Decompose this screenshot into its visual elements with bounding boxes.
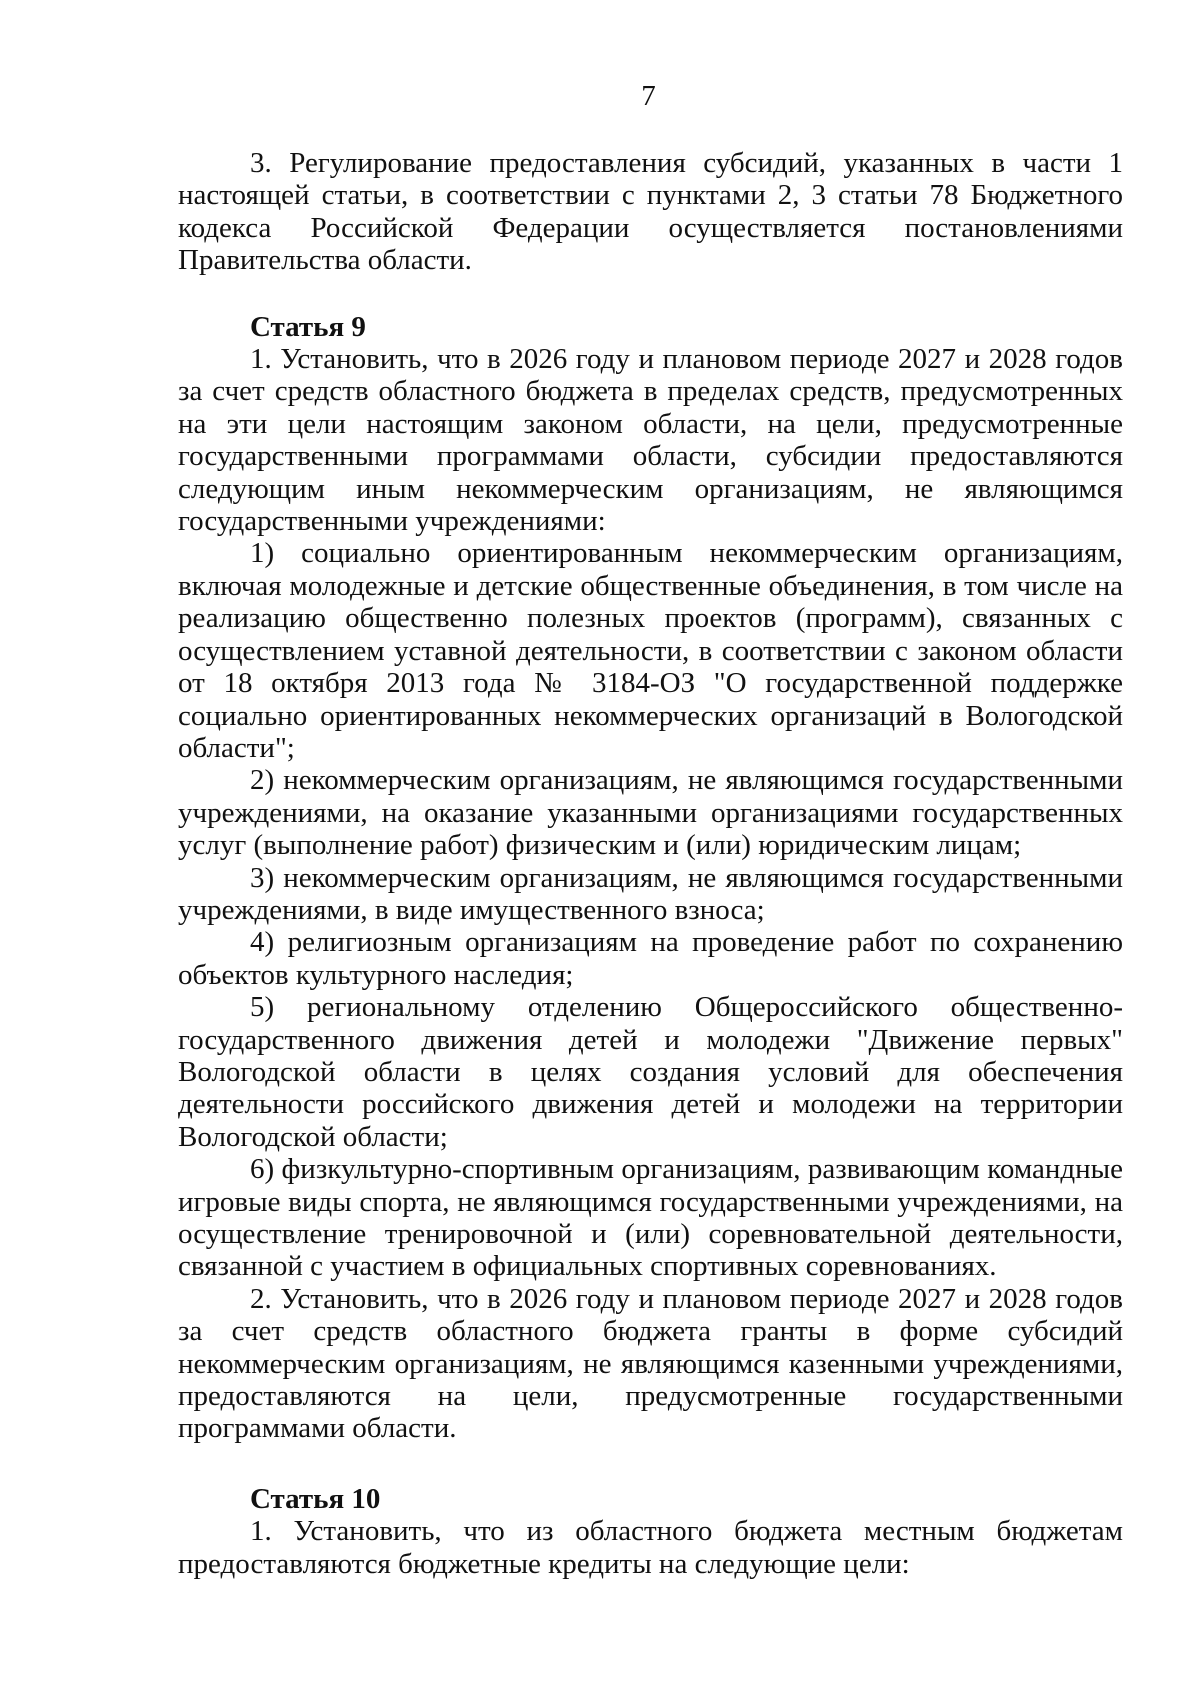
spacer — [178, 277, 1123, 311]
article-9-paragraph-1: 1. Установить, что в 2026 году и плановом периоде 2027 и 2028 годов за счет средств областного бюджета в пределах средств, предусмотренных на эти цели настоящим законом области, на цели, предусмотренные государственными программами области, субсидии предоставляются следующим иным некоммерческим организациям, не являющимся государственными учреждениями: — [178, 343, 1123, 538]
article-10-paragraph-1: 1. Установить, что из областного бюджета местным бюджетам предоставляются бюджетные кредиты на следующие цели: — [178, 1515, 1123, 1580]
paragraph-regulation: 3. Регулирование предоставления субсидий, указанных в части 1 настоящей статьи, в соответствии с пунктами 2, 3 статьи 78 Бюджетного кодекса Российской Федерации осуществляется постановлениями Правительства области. — [178, 147, 1123, 277]
article-9-item-4: 4) религиозным организациям на проведение работ по сохранению объектов культурного наследия; — [178, 926, 1123, 991]
article-9-item-6: 6) физкультурно-спортивным организациям, развивающим командные игровые виды спорта, не являющимся государственными учреждениями, на осуществление тренировочной и (или) соревновательной деятельности, связанной с участием в официальных спортивных соревнованиях. — [178, 1153, 1123, 1283]
article-9-paragraph-2: 2. Установить, что в 2026 году и плановом периоде 2027 и 2028 годов за счет средств областного бюджета гранты в форме субсидий некоммерческим организациям, не являющимся казенными учреждениями, предоставляются на цели, предусмотренные государственными программами области. — [178, 1282, 1123, 1445]
article-9-title: Статья 9 — [250, 310, 366, 343]
document-body — [178, 147, 1123, 1580]
article-9-item-1: 1) социально ориентированным некоммерческим организациям, включая молодежные и детские общественные объединения, в том числе на реализацию общественно полезных проектов (программ), связанных с осуществлением уставной деятельности, в соответствии с законом области от 18 октября 2013 года № 3184-ОЗ "О государственной поддержке социально ориентированных некоммерческих организаций в Вологодской области"; — [178, 537, 1123, 764]
article-10-title: Статья 10 — [250, 1482, 381, 1515]
article-9-item-2: 2) некоммерческим организациям, не являющимся государственными учреждениями, на оказание указанными организациями государственных услуг (выполнение работ) физическим и (или) юридическим лицам; — [178, 764, 1123, 862]
article-9-item-3: 3) некоммерческим организациям, не являющимся государственными учреждениями, в виде имущественного взноса; — [178, 861, 1123, 926]
page-number: 7 — [641, 80, 656, 112]
spacer — [178, 1445, 1123, 1483]
article-9-item-5: 5) региональному отделению Общероссийского общественно-государственного движения детей и молодежи "Движение первых" Вологодской области в целях создания условий для обеспечения деятельности российского движения детей и молодежи на территории Вологодской области; — [178, 991, 1123, 1153]
